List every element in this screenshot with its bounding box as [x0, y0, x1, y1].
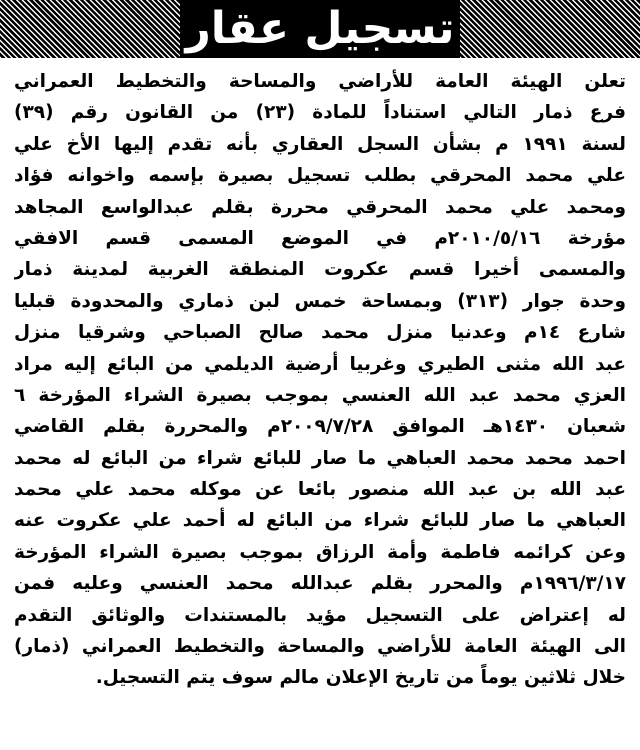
notice-body	[14, 66, 626, 746]
notice-line: شارع ١٤م وعدنيا منزل محمد صالح الصباحي وشرقيا منزل	[14, 322, 626, 344]
notice-line: عبد الله مثنى الطيري وغربيا أرضية الديلمي من البائع إليه مراد	[14, 353, 626, 375]
notice-line: علي محمد المحرقي بطلب تسجيل بصيرة بإسمه واخوانه فؤاد	[14, 165, 626, 187]
notice-line: ومحمد علي محمد المحرقي محررة بقلم عبدالواسع المجاهد	[14, 196, 626, 218]
notice-line: العزي محمد عبد الله العنسي بموجب بصيرة الشراء المؤرخة ٦	[14, 384, 626, 406]
notice-line: لسنة ١٩٩١ م بشأن السجل العقاري بأنه تقدم إليها الأخ علي	[14, 133, 626, 155]
notice-line: شعبان ١٤٣٠هـ الموافق ٢٠٠٩/٧/٢٨م والمحررة بقلم القاضي	[14, 416, 626, 438]
notice-title: تسجيل عقار	[185, 3, 455, 54]
notice-line: الى الهيئة العامة للأراضي والمساحة والتخطيط العمراني (ذمار)	[14, 636, 626, 658]
header-hatch-pattern-right	[460, 0, 640, 58]
notice-header	[0, 0, 640, 58]
notice-line: له إعتراض على التسجيل مؤيد بالمستندات والوثائق التقدم	[14, 604, 626, 626]
header-hatch-pattern-left	[0, 0, 180, 58]
notice-line: وحدة جوار (٣١٣) وبمساحة خمس لبن ذماري والمحدودة قبليا	[14, 290, 626, 312]
notice-line-last: خلال ثلاثين يوماً من تاريخ الإعلان مالم سوف يتم التسجيل.	[95, 667, 626, 689]
notice-line: والمسمى أخيرا قسم عكروت المنطقة الغربية لمدينة ذمار	[14, 259, 626, 281]
notice-line: عبد الله بن عبد الله منصور بائعا عن موكله محمد علي محمد	[14, 479, 626, 501]
notice-line: العباهي ما صار للبائع شراء من البائع له أحمد علي عكروت عنه	[14, 510, 626, 532]
notice-line: تعلن الهيئة العامة للأراضي والمساحة والتخطيط العمراني	[14, 71, 626, 92]
notice-line: فرع ذمار التالي استناداً للمادة (٢٣) من القانون رقم (٣٩)	[14, 102, 626, 124]
notice-line: احمد محمد محمد العباهي ما صار للبائع شراء من البائع له محمد	[14, 447, 626, 469]
title-box	[180, 0, 460, 58]
notice-line: وعن كرائمه فاطمة وأمة الرزاق بموجب بصيرة الشراء المؤرخة	[14, 541, 626, 563]
notice-line: ١٩٩٦/٣/١٧م والمحرر بقلم عبدالله محمد العنسي وعليه فمن	[14, 573, 626, 595]
notice-line: مؤرخة ٢٠١٠/٥/١٦م في الموضع المسمى قسم الافقي	[14, 227, 626, 249]
